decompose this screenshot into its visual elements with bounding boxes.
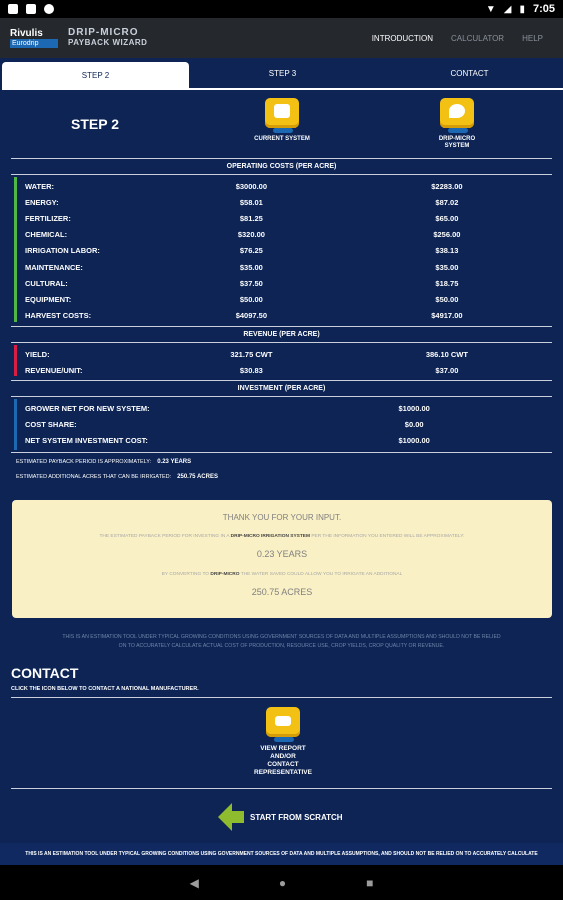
no-sim-icon: ◢	[503, 3, 512, 15]
payback-sentence	[12, 534, 552, 539]
investment-value: $1000.00	[398, 403, 430, 413]
home-icon[interactable]: ●	[278, 875, 287, 890]
revenue-rows	[11, 343, 552, 378]
current-value: $81.25	[239, 213, 263, 223]
acres-sentence-system: DRIP-MICRO	[210, 572, 240, 577]
current-value: $76.25	[239, 246, 263, 256]
investment-value: $1000.00	[398, 435, 430, 445]
report-icon	[266, 707, 300, 737]
table-row	[25, 194, 552, 210]
tab-step-2[interactable]: STEP 2	[2, 62, 189, 90]
table-row	[25, 178, 552, 194]
thank-you-text: THANK YOU FOR YOUR INPUT.	[222, 513, 342, 522]
notification-icon	[8, 4, 18, 14]
drip-value: $2283.00	[431, 181, 463, 191]
current-system-header	[250, 98, 314, 143]
payback-label: ESTIMATED PAYBACK PERIOD IS APPROXIMATELY:	[16, 459, 152, 465]
app-bar	[0, 18, 563, 58]
drip-value: $87.02	[435, 197, 459, 207]
payback-sentence-end: PER THE INFORMATION YOU ENTERED WILL BE APPROXIMATELY:	[311, 534, 465, 539]
row-label: REVENUE/UNIT:	[25, 365, 83, 375]
nav-calculator[interactable]: CALCULATOR	[451, 33, 505, 43]
step-title: STEP 2	[71, 116, 119, 132]
current-value: $4097.50	[235, 311, 268, 321]
table-row	[25, 259, 552, 275]
row-label: FERTILIZER:	[25, 213, 71, 223]
report-label-1: VIEW REPORT	[260, 745, 306, 752]
drip-value: $37.00	[435, 365, 459, 375]
row-label: WATER:	[25, 181, 55, 191]
summary-acres: 250.75 ACRES	[251, 587, 313, 597]
row-label: YIELD:	[25, 349, 50, 359]
current-value: $3000.00	[235, 181, 268, 191]
investment-heading: INVESTMENT (PER ACRE)	[11, 380, 552, 397]
drip-value: $38.13	[435, 246, 459, 256]
current-value: $50.00	[239, 294, 263, 304]
payback-estimate	[16, 459, 191, 465]
row-label: ENERGY:	[25, 197, 59, 207]
contact-title: CONTACT	[11, 665, 79, 681]
operating-costs-rows	[11, 175, 552, 324]
row-label: COST SHARE:	[25, 419, 77, 429]
table-row	[25, 400, 552, 416]
payback-value: 0.23 YEARS	[157, 459, 192, 465]
table-row	[25, 275, 552, 291]
drip-system-header	[425, 98, 489, 150]
report-label-2: AND/OR	[270, 753, 296, 760]
drip-system-icon	[440, 98, 474, 128]
nav-introduction[interactable]: INTRODUCTION	[371, 33, 434, 43]
operating-costs-heading: OPERATING COSTS (PER ACRE)	[11, 158, 552, 175]
table-row	[25, 308, 552, 324]
row-label: CHEMICAL:	[25, 230, 68, 240]
acres-sentence-start: BY CONVERTING TO	[161, 572, 210, 577]
table-row	[25, 346, 552, 362]
drip-value: $65.00	[435, 213, 459, 223]
table-row	[25, 243, 552, 259]
status-bar	[0, 0, 563, 18]
contact-subtitle: CLICK THE ICON BELOW TO CONTACT A NATIONAL MANUFACTURER.	[11, 686, 199, 692]
app-title-line1: DRIP-MICRO	[68, 27, 139, 38]
current-value: $30.83	[239, 365, 263, 375]
current-system-icon	[265, 98, 299, 128]
recents-icon[interactable]: ■	[366, 875, 374, 890]
operating-costs-section	[11, 158, 552, 324]
divider	[11, 788, 552, 789]
back-icon[interactable]: ◀	[189, 875, 199, 890]
start-from-scratch-button[interactable]	[218, 803, 343, 831]
row-label: GROWER NET FOR NEW SYSTEM:	[25, 403, 150, 413]
drip-value: 386.10 CWT	[425, 349, 468, 359]
drip-value: $35.00	[435, 262, 459, 272]
start-from-scratch-label: START FROM SCRATCH	[250, 812, 343, 822]
brand-logo[interactable]	[10, 27, 58, 49]
investment-section	[11, 380, 552, 453]
current-system-label: CURRENT SYSTEM	[254, 136, 310, 142]
payback-sentence-start: THE ESTIMATED PAYBACK PERIOD FOR INVESTING IN A	[99, 534, 230, 539]
current-value: $37.50	[239, 278, 263, 288]
table-row	[25, 432, 552, 448]
acres-label: ESTIMATED ADDITIONAL ACRES THAT CAN BE IRRIGATED:	[16, 474, 172, 480]
investment-value: $0.00	[404, 419, 424, 429]
disclaimer	[11, 633, 552, 651]
acres-estimate	[16, 474, 218, 480]
current-value: $35.00	[239, 262, 263, 272]
footer-disclaimer: THIS IS AN ESTIMATION TOOL UNDER TYPICAL GROWING CONDITIONS USING GOVERNMENT SOURCES OF DATA AND MULTIPLE ASSUMPTIONS, AND SHOULD NOT BE RELIED ON TO ACCURATELY CALCULATE	[0, 843, 563, 865]
current-value: $58.01	[239, 197, 263, 207]
top-nav	[372, 34, 543, 43]
row-label: NET SYSTEM INVESTMENT COST:	[25, 435, 148, 445]
revenue-section	[11, 326, 552, 378]
acres-sentence-end: THE WATER SAVED COULD ALLOW YOU TO IRRIGATE AN ADDITIONAL	[240, 572, 403, 577]
view-report-button[interactable]	[248, 707, 318, 777]
row-label: MAINTENANCE:	[25, 262, 83, 272]
logo-line2: Eurodrip	[10, 39, 58, 48]
row-label: IRRIGATION LABOR:	[25, 246, 100, 256]
tab-contact[interactable]: CONTACT	[376, 58, 563, 90]
battery-icon: ▮	[519, 3, 525, 15]
step-tabs	[0, 58, 563, 90]
sd-card-icon	[26, 4, 36, 14]
divider	[11, 697, 552, 698]
row-label: HARVEST COSTS:	[25, 311, 92, 321]
drip-value: $4917.00	[431, 311, 463, 321]
row-label: CULTURAL:	[25, 278, 68, 288]
drip-value: $18.75	[435, 278, 459, 288]
summary-card	[12, 500, 552, 618]
logo-line1: Rivulis	[10, 27, 43, 39]
table-row	[25, 416, 552, 432]
investment-rows	[11, 397, 552, 453]
app-title	[68, 28, 147, 48]
drip-system-label-2: SYSTEM	[444, 143, 470, 149]
revenue-heading: REVENUE (PER ACRE)	[11, 326, 552, 343]
drip-value: $256.00	[433, 230, 461, 240]
table-row	[25, 210, 552, 226]
table-row	[25, 362, 552, 378]
acres-sentence	[12, 572, 552, 577]
drip-system-label-1: DRIP-MICRO	[438, 136, 476, 142]
clock: 7:05	[532, 3, 555, 15]
report-label-3: CONTACT	[267, 761, 299, 768]
disclaimer-line2: ON TO ACCURATELY CALCULATE ACTUAL COST OF PRODUCTION, RESOURCE USE, CROP YIELDS, CROP QUALITY OR REVENUE.	[118, 643, 445, 649]
back-arrow-icon	[218, 803, 232, 831]
report-label-4: REPRESENTATIVE	[254, 769, 312, 776]
table-row	[25, 291, 552, 307]
back-arrow-icon-tail	[232, 811, 244, 823]
current-value: $320.00	[237, 230, 265, 240]
acres-value: 250.75 ACRES	[177, 474, 218, 480]
sync-icon	[44, 4, 54, 14]
disclaimer-line1: THIS IS AN ESTIMATION TOOL UNDER TYPICAL GROWING CONDITIONS USING GOVERNMENT SOURCES OF DATA AND MULTIPLE ASSUMPTIONS AND SHOULD NOT BE RELIED	[62, 634, 501, 640]
row-label: EQUIPMENT:	[25, 294, 72, 304]
current-value: 321.75 CWT	[230, 349, 273, 359]
drip-value: $50.00	[435, 294, 459, 304]
app-title-line2: PAYBACK WIZARD	[68, 38, 148, 47]
tab-step-3[interactable]: STEP 3	[189, 58, 376, 90]
system-navigation-bar	[0, 865, 563, 900]
summary-years: 0.23 YEARS	[256, 549, 308, 559]
nav-help[interactable]: HELP	[522, 33, 543, 43]
wifi-icon: ▼	[485, 3, 496, 15]
table-row	[25, 227, 552, 243]
payback-sentence-system: DRIP-MICRO IRRIGATION SYSTEM	[230, 534, 310, 539]
